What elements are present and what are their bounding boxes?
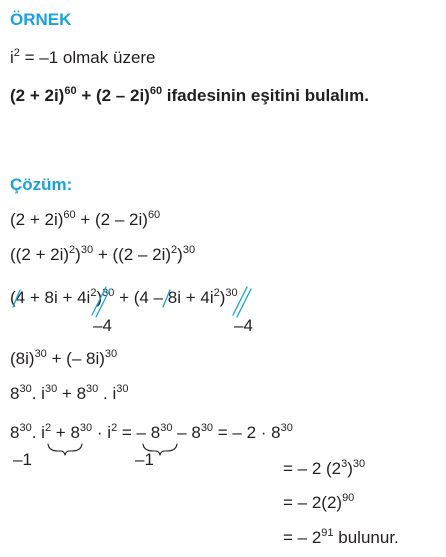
step-term: . i — [98, 384, 117, 403]
solution-step-5 — [10, 385, 129, 402]
condition-text: = –1 olmak üzere — [19, 48, 156, 67]
solution-step-7 — [283, 460, 365, 477]
example-heading: ÖRNEK — [10, 10, 72, 29]
solution-step-6 — [10, 424, 293, 441]
condition-base: i — [10, 48, 14, 67]
step-term: + (– 8i) — [46, 349, 105, 368]
solution-heading: Çözüm: — [10, 175, 73, 194]
problem-statement — [10, 87, 369, 104]
substitution-value: –4 — [234, 316, 253, 335]
step-exponent: 90 — [342, 492, 355, 504]
step-term: . i — [31, 384, 45, 403]
step-term: i — [41, 423, 45, 442]
step-exponent: 91 — [321, 527, 334, 539]
step-term: ) — [219, 288, 226, 307]
solution-step-9 — [283, 529, 399, 546]
step-exponent: 30 — [116, 383, 129, 395]
step-exponent: 2 — [171, 244, 178, 256]
step-term: + ((2 – 2i) — [93, 245, 172, 264]
step-term: = – 2 · 8 — [213, 423, 281, 442]
substitution-value: –1 — [13, 450, 32, 469]
solution-step-1 — [10, 211, 160, 228]
step-term: 8 — [10, 423, 20, 442]
problem-term: + (2 – 2i) — [76, 86, 150, 105]
step-exponent: 30 — [102, 287, 115, 299]
substitution-value: –1 — [135, 450, 154, 469]
step-term: ) — [75, 245, 81, 264]
step-term: (8i) — [10, 349, 35, 368]
step-exponent: 30 — [19, 422, 32, 434]
step-exponent: 2 — [90, 287, 97, 299]
problem-exponent: 60 — [64, 85, 77, 97]
solution-step-8 — [283, 494, 354, 511]
problem-text: ifadesinin eşitini bulalım. — [162, 86, 369, 105]
step-exponent: 30 — [280, 422, 293, 434]
step-term: + (4 – 8i + 4i — [114, 288, 214, 307]
step-text: bulunur. — [333, 528, 399, 547]
step-exponent: 3 — [341, 458, 348, 470]
problem-term: (2 + 2i) — [10, 86, 65, 105]
step-exponent: 30 — [104, 348, 118, 360]
solution-step-2 — [10, 246, 195, 263]
step-term: + 8 — [57, 384, 87, 403]
step-exponent: 2 — [111, 422, 118, 434]
step-exponent: 30 — [200, 422, 214, 434]
step-term: = – 2 (2 — [283, 459, 342, 478]
step-exponent: 30 — [352, 458, 366, 470]
cancel-slash — [237, 289, 251, 317]
step-exponent: 60 — [63, 209, 76, 221]
step-exponent: 30 — [225, 287, 238, 299]
condition-line — [10, 49, 156, 66]
step-term: ((2 + 2i) — [10, 245, 70, 264]
step-exponent: 2 — [213, 287, 220, 299]
step-exponent: 2 — [69, 244, 76, 256]
problem-exponent: 60 — [149, 85, 163, 97]
step-exponent: 30 — [34, 348, 47, 360]
step-exponent: 30 — [44, 383, 58, 395]
step-exponent: 2 — [44, 422, 52, 434]
step-term: = – 8 — [117, 423, 161, 442]
step-exponent: 30 — [160, 422, 173, 434]
step-term: – 8 — [172, 423, 201, 442]
step-term: · — [92, 423, 108, 442]
underbrace — [48, 444, 82, 455]
step-term: i — [107, 423, 112, 442]
substitution-value: –4 — [93, 316, 112, 335]
step-exponent: 30 — [182, 244, 196, 256]
step-term: = – 2 — [283, 528, 322, 547]
step-exponent: 60 — [147, 209, 161, 221]
step-exponent: 30 — [80, 244, 94, 256]
step-term: 8 — [10, 384, 20, 403]
step-term: = – 2(2) — [283, 493, 343, 512]
step-term: + 8 — [51, 423, 80, 442]
solution-step-3 — [10, 289, 238, 306]
step-term: ) — [177, 245, 183, 264]
step-term: + (2 – 2i) — [75, 210, 148, 229]
step-term: ) — [96, 288, 103, 307]
step-term: (2 + 2i) — [10, 210, 64, 229]
step-exponent: 30 — [86, 383, 99, 395]
step-term: . — [31, 423, 42, 442]
step-term: (4 + 8i + 4i — [10, 288, 91, 307]
solution-step-4 — [10, 350, 117, 367]
step-exponent: 30 — [79, 422, 93, 434]
step-term: ) — [347, 459, 353, 478]
condition-exponent: 2 — [13, 47, 20, 59]
step-exponent: 30 — [19, 383, 32, 395]
